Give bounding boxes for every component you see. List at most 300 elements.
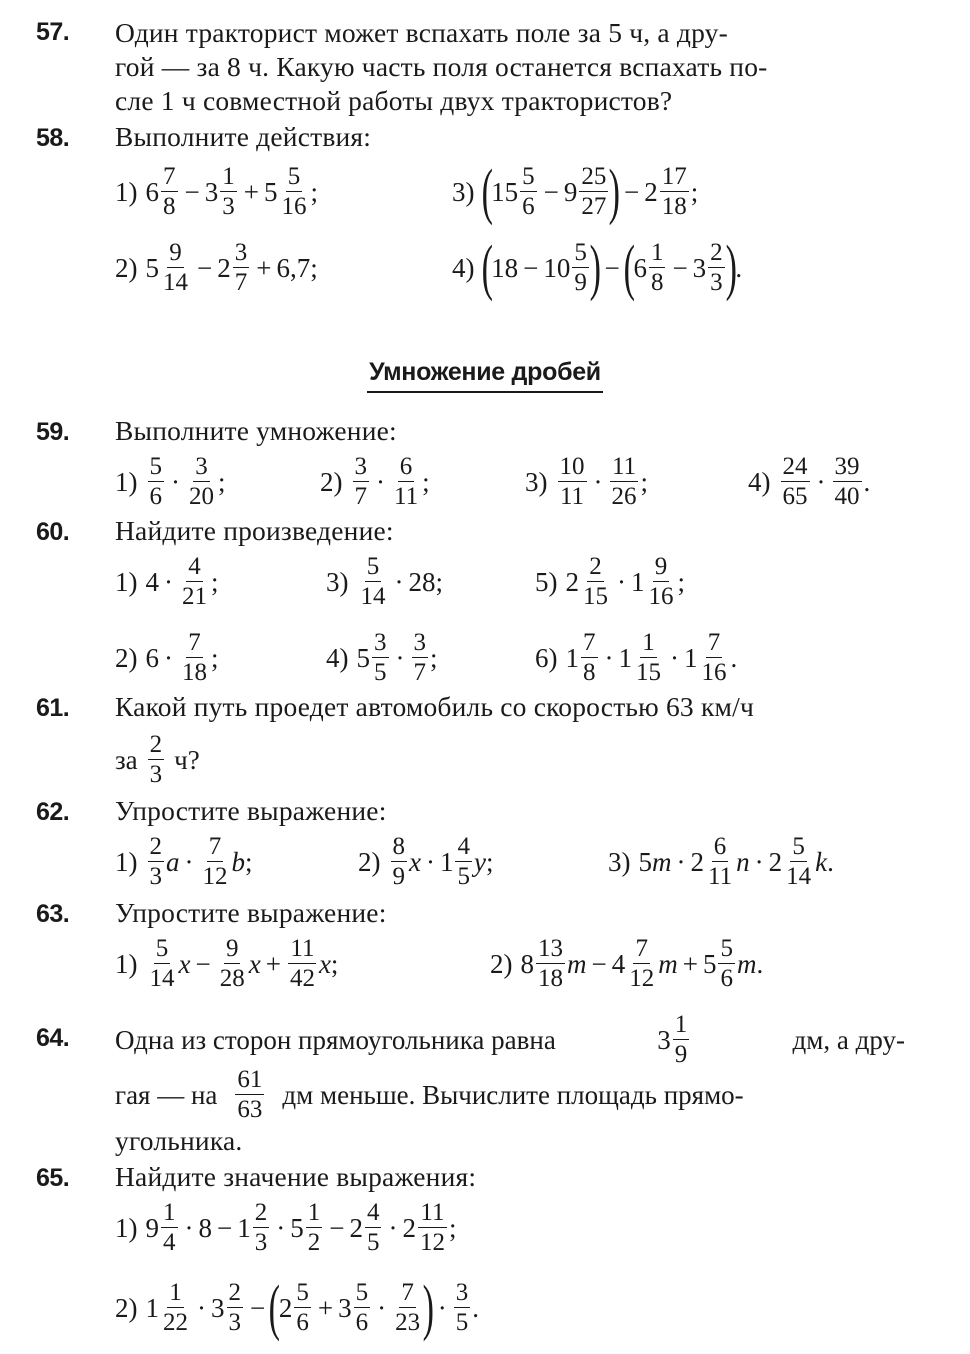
multiply-dot: ·: [395, 642, 405, 673]
whole-part: 2: [349, 1212, 363, 1243]
numerator: 7: [208, 832, 222, 860]
numerator: 6: [399, 452, 413, 480]
text-fragment: 6: [145, 642, 159, 673]
multiply-dot: ·: [377, 1292, 387, 1323]
whole-part: 2: [768, 846, 783, 877]
denominator: 11: [394, 482, 419, 510]
text-fragment: ;: [218, 466, 226, 497]
numerator: 3: [354, 452, 367, 480]
operator: −: [624, 176, 640, 207]
problem-64-line2: [115, 1062, 905, 1128]
expression-60-2: [115, 626, 219, 690]
fraction: [161, 1279, 190, 1338]
fraction: [148, 935, 177, 994]
problem-number: 58.: [36, 124, 70, 152]
text-fragment: дм, а дру-: [792, 1024, 905, 1055]
text-fragment: 18: [491, 252, 519, 283]
item-label: 1): [115, 948, 138, 979]
expression-59-1: [115, 450, 226, 514]
fraction: [572, 239, 589, 298]
whole-part: 8: [520, 948, 534, 979]
variable: x: [318, 948, 331, 979]
expression-58-2: [115, 236, 318, 300]
text-fragment: дм меньше. Вычислите площадь прямо-: [282, 1079, 744, 1110]
whole-part: 5: [290, 1212, 304, 1243]
problem-number: 62.: [36, 798, 70, 826]
variable: m: [736, 948, 757, 979]
denominator: 6: [296, 1308, 309, 1336]
text-fragment: ;: [211, 566, 219, 597]
denominator: 3: [222, 192, 235, 220]
variable: a: [166, 846, 180, 877]
denominator: 6: [720, 964, 733, 992]
fraction: [627, 935, 656, 994]
denominator: 18: [661, 192, 687, 220]
fraction: [647, 553, 676, 612]
parenthesis: ): [725, 234, 737, 302]
denominator: 14: [163, 268, 188, 296]
operator: −: [250, 1292, 266, 1323]
variable: m: [652, 846, 672, 877]
item-label: 2): [320, 466, 343, 497]
multiply-dot: ·: [816, 466, 826, 497]
numerator: 1: [222, 162, 235, 190]
fraction: [634, 629, 663, 688]
numerator: 5: [287, 162, 301, 190]
prompt-text: Упростите выражение:: [115, 897, 387, 928]
multiply-dot: ·: [171, 466, 180, 497]
operator: −: [217, 1212, 233, 1243]
denominator: 6: [149, 482, 162, 510]
item-label: 1): [115, 176, 138, 207]
numerator: 1: [674, 1010, 688, 1038]
text-fragment: ;: [430, 642, 438, 673]
fraction: [391, 833, 408, 892]
numerator: 9: [654, 552, 668, 580]
denominator: 26: [611, 482, 637, 510]
text-fragment: ;: [690, 176, 699, 207]
item-label: 2): [490, 948, 513, 979]
numerator: 2: [589, 552, 602, 580]
expression-59-4: [748, 450, 870, 514]
prompt-text: Упростите выражение:: [115, 795, 387, 826]
expression-60-4: [326, 626, 438, 690]
denominator: 11: [708, 862, 733, 890]
denominator: 16: [648, 582, 674, 610]
text-fragment: .: [827, 846, 834, 877]
text-fragment: ;: [211, 642, 219, 673]
denominator: 9: [392, 862, 405, 890]
denominator: 8: [163, 192, 176, 220]
operator: −: [197, 252, 213, 283]
parenthesis: ): [609, 158, 621, 226]
fraction: [227, 1279, 244, 1338]
numerator: 7: [583, 628, 596, 656]
expression-59-2: [320, 450, 430, 514]
text-line: Один тракторист может вспахать поле за 5 ч, а дру-: [115, 17, 728, 48]
item-label: 3): [326, 566, 349, 597]
numerator: 5: [149, 452, 162, 480]
whole-part: 3: [204, 176, 219, 207]
item-label: 5): [535, 566, 558, 597]
fraction: [294, 1279, 311, 1338]
fraction: [579, 163, 608, 222]
fraction: [706, 833, 734, 892]
operator: −: [329, 1212, 345, 1243]
text-line: Какой путь проедет автомобиль со скоростью 63 км/ч: [115, 691, 754, 722]
denominator: 15: [636, 658, 661, 686]
numerator: 5: [720, 934, 733, 962]
denominator: 12: [202, 862, 228, 890]
item-label: 4): [452, 252, 475, 283]
denominator: 4: [163, 1228, 176, 1256]
variable: x: [178, 948, 191, 979]
denominator: 3: [149, 862, 162, 890]
whole-part: 2: [690, 846, 704, 877]
numerator: 6: [713, 832, 727, 860]
fraction: [784, 833, 813, 892]
problem-prompt: [115, 120, 905, 154]
numerator: 1: [163, 1198, 176, 1226]
denominator: 7: [234, 268, 248, 296]
denominator: 16: [701, 658, 727, 686]
problem-number: 64.: [36, 1024, 70, 1052]
problem-number: 65.: [36, 1164, 70, 1192]
numerator: 7: [163, 162, 176, 190]
item-label: 2): [115, 1292, 138, 1323]
whole-part: 4: [611, 948, 626, 979]
denominator: 6: [355, 1308, 369, 1336]
denominator: 9: [574, 268, 587, 296]
whole-part: 6: [633, 252, 647, 283]
parenthesis: (: [623, 234, 635, 302]
fraction: [365, 1199, 382, 1258]
text-fragment: 4: [145, 566, 159, 597]
denominator: 20: [189, 482, 214, 510]
multiply-dot: ·: [164, 566, 173, 597]
text-line: сле 1 ч совместной работы двух трактористов?: [115, 85, 673, 116]
multiply-dot: ·: [604, 642, 614, 673]
problem-number: 63.: [36, 900, 70, 928]
whole-part: 2: [565, 566, 579, 597]
text-fragment: ;: [485, 846, 494, 877]
fraction: [536, 935, 565, 994]
numerator: 11: [611, 452, 637, 480]
text-line: угольника.: [115, 1125, 243, 1156]
numerator: 17: [661, 162, 687, 190]
item-label: 2): [115, 252, 138, 283]
fraction: [454, 1279, 471, 1338]
numerator: 3: [234, 238, 248, 266]
expression-62-3: [608, 830, 834, 894]
operator: −: [523, 252, 539, 283]
operator: −: [184, 176, 200, 207]
fraction: [288, 935, 317, 994]
problem-number: 57.: [36, 18, 70, 46]
operator: +: [243, 176, 259, 207]
operator: −: [604, 252, 620, 283]
text-fragment: ;: [640, 466, 649, 497]
multiply-dot: ·: [670, 642, 679, 673]
whole-part: 3: [657, 1024, 671, 1055]
fraction: [708, 239, 725, 298]
whole-part: 9: [563, 176, 578, 207]
numerator: 2: [254, 1198, 268, 1226]
numerator: 24: [782, 452, 808, 480]
numerator: 10: [559, 452, 585, 480]
whole-part: 15: [491, 176, 519, 207]
fraction: [520, 163, 537, 222]
fraction: [161, 239, 190, 298]
denominator: 14: [360, 582, 386, 610]
fraction: [148, 731, 165, 790]
whole-part: 2: [278, 1292, 293, 1323]
numerator: 5: [366, 552, 380, 580]
fraction: [187, 453, 216, 512]
numerator: 1: [650, 238, 664, 266]
whole-part: 1: [631, 566, 645, 597]
parenthesis: ): [589, 234, 601, 302]
fraction: [233, 239, 250, 298]
item-label: 3): [608, 846, 631, 877]
whole-part: 5: [356, 642, 370, 673]
numerator: 25: [581, 162, 607, 190]
item-label: 4): [326, 642, 349, 673]
fraction: [148, 833, 165, 892]
fraction: [220, 163, 237, 222]
numerator: 5: [792, 832, 805, 860]
whole-part: 3: [211, 1292, 225, 1323]
text-fragment: 6,7;: [276, 252, 318, 283]
operator: +: [265, 948, 281, 979]
fraction: [253, 1199, 270, 1258]
denominator: 65: [782, 482, 808, 510]
multiply-dot: ·: [197, 1292, 206, 1323]
text-fragment: 8: [198, 1212, 212, 1243]
text-line: гой — за 8 ч. Какую часть поля останется вспахать по-: [115, 51, 768, 82]
text-fragment: гая — на: [115, 1079, 218, 1110]
text-fragment: ;: [677, 566, 686, 597]
fraction: [148, 453, 165, 512]
item-label: 2): [115, 642, 138, 673]
text-fragment: ;: [448, 1212, 457, 1243]
denominator: 3: [710, 268, 723, 296]
expression-65-2: [115, 1276, 479, 1340]
denominator: 3: [228, 1308, 241, 1336]
denominator: 18: [538, 964, 563, 992]
multiply-dot: ·: [184, 1212, 194, 1243]
prompt-text: Найдите произведение:: [115, 515, 394, 546]
numerator: 5: [296, 1278, 309, 1306]
numerator: 5: [574, 238, 587, 266]
fraction: [833, 453, 862, 512]
denominator: 42: [289, 964, 315, 992]
parenthesis: (: [481, 234, 493, 302]
denominator: 3: [254, 1228, 268, 1256]
denominator: 22: [163, 1308, 188, 1336]
multiply-dot: ·: [676, 846, 686, 877]
denominator: 12: [629, 964, 655, 992]
fraction: [412, 629, 429, 688]
fraction: [610, 453, 639, 512]
item-label: 3): [452, 176, 475, 207]
numerator: 1: [642, 628, 655, 656]
variable: k: [815, 846, 828, 877]
variable: m: [658, 948, 678, 979]
numerator: 1: [169, 1278, 182, 1306]
multiply-dot: ·: [388, 1212, 398, 1243]
item-label: 2): [358, 846, 381, 877]
whole-part: 2: [217, 252, 231, 283]
variable: m: [567, 948, 587, 979]
expression-65-1: [115, 1196, 456, 1260]
denominator: 9: [674, 1040, 688, 1068]
numerator: 3: [195, 452, 208, 480]
whole-part: 9: [145, 1212, 159, 1243]
text-fragment: .: [756, 948, 764, 979]
numerator: 4: [188, 552, 201, 580]
numerator: 3: [374, 628, 387, 656]
denominator: 3: [149, 760, 163, 788]
numerator: 11: [420, 1198, 445, 1226]
denominator: 5: [455, 1308, 469, 1336]
fraction: [161, 1199, 178, 1258]
denominator: 63: [237, 1095, 263, 1123]
fraction: [581, 629, 598, 688]
fraction: [781, 453, 810, 512]
whole-part: 2: [402, 1212, 416, 1243]
multiply-dot: ·: [425, 846, 435, 877]
operator: −: [543, 176, 559, 207]
expression-60-1: [115, 550, 219, 614]
text-fragment: .: [735, 252, 743, 283]
item-label: 1): [115, 846, 138, 877]
fraction: [218, 935, 247, 994]
numerator: 5: [155, 934, 169, 962]
problem-text: [115, 16, 905, 118]
text-fragment: .: [730, 642, 738, 673]
operator: −: [591, 948, 607, 979]
whole-part: 1: [684, 642, 698, 673]
variable: b: [231, 846, 245, 877]
problem-number: 61.: [36, 694, 70, 722]
fraction: [700, 629, 729, 688]
whole-part: 2: [644, 176, 658, 207]
operator: +: [317, 1292, 334, 1323]
numerator: 2: [710, 238, 723, 266]
fraction: [558, 453, 587, 512]
fraction: [660, 163, 689, 222]
denominator: 5: [374, 658, 387, 686]
item-label: 4): [748, 466, 771, 497]
denominator: 14: [149, 964, 175, 992]
denominator: 8: [650, 268, 664, 296]
multiply-dot: ·: [437, 1292, 447, 1323]
numerator: 9: [225, 934, 239, 962]
numerator: 3: [455, 1278, 469, 1306]
item-label: 3): [525, 466, 548, 497]
item-label: 1): [115, 1212, 138, 1243]
denominator: 27: [581, 192, 607, 220]
item-label: 6): [535, 642, 558, 673]
text-fragment: ;: [245, 846, 253, 877]
fraction: [372, 629, 389, 688]
fraction: [418, 1199, 447, 1258]
denominator: 23: [395, 1308, 421, 1336]
expression-60-6: [535, 626, 737, 690]
numerator: 2: [228, 1278, 241, 1306]
numerator: 7: [635, 934, 648, 962]
denominator: 18: [182, 658, 207, 686]
expression-58-4: [452, 236, 742, 300]
fraction: [581, 553, 610, 612]
numerator: 2: [149, 832, 162, 860]
item-label: 1): [115, 566, 138, 597]
denominator: 8: [583, 658, 596, 686]
fraction: [180, 553, 209, 612]
fraction: [279, 163, 308, 222]
fraction: [393, 1279, 422, 1338]
denominator: 40: [834, 482, 860, 510]
denominator: 14: [786, 862, 812, 890]
numerator: 11: [290, 934, 315, 962]
multiply-dot: ·: [164, 642, 173, 673]
fraction: [353, 453, 370, 512]
text-fragment: 28;: [408, 566, 444, 597]
denominator: 2: [307, 1228, 321, 1256]
multiply-dot: ·: [593, 466, 603, 497]
problem-number: 60.: [36, 518, 70, 546]
numerator: 1: [307, 1198, 321, 1226]
fraction: [718, 935, 735, 994]
numerator: 9: [169, 238, 182, 266]
expression-63-1: [115, 932, 338, 996]
denominator: 28: [219, 964, 245, 992]
expression-60-3: [326, 550, 443, 614]
text-fragment: ;: [422, 466, 430, 497]
variable: n: [736, 846, 750, 877]
fraction: [455, 833, 472, 892]
multiply-dot: ·: [754, 846, 764, 877]
expression-62-2: [358, 830, 493, 894]
denominator: 16: [281, 192, 307, 220]
whole-part: 3: [338, 1292, 352, 1323]
variable: x: [248, 948, 261, 979]
text-fragment: 5: [638, 846, 652, 877]
prompt-text: Выполните действия:: [115, 121, 372, 152]
expression-60-5: [535, 550, 685, 614]
whole-part: 3: [692, 252, 707, 283]
variable: y: [473, 846, 486, 877]
denominator: 7: [413, 658, 426, 686]
mixed-number: [657, 1011, 691, 1070]
fraction: [359, 553, 388, 612]
numerator: 5: [522, 162, 535, 190]
whole-part: 1: [145, 1292, 159, 1323]
whole-part: 1: [439, 846, 454, 877]
denominator: 15: [583, 582, 608, 610]
fraction: [235, 1066, 264, 1125]
text-fragment: .: [472, 1292, 480, 1323]
text-fragment: Одна из сторон прямоугольника равна: [115, 1024, 556, 1055]
numerator: 4: [457, 832, 470, 860]
denominator: 11: [559, 482, 585, 510]
parenthesis: (: [268, 1274, 281, 1342]
expression-63-2: [490, 932, 763, 996]
fraction: [649, 239, 666, 298]
text-fragment: ;: [310, 176, 318, 207]
denominator: 6: [522, 192, 535, 220]
